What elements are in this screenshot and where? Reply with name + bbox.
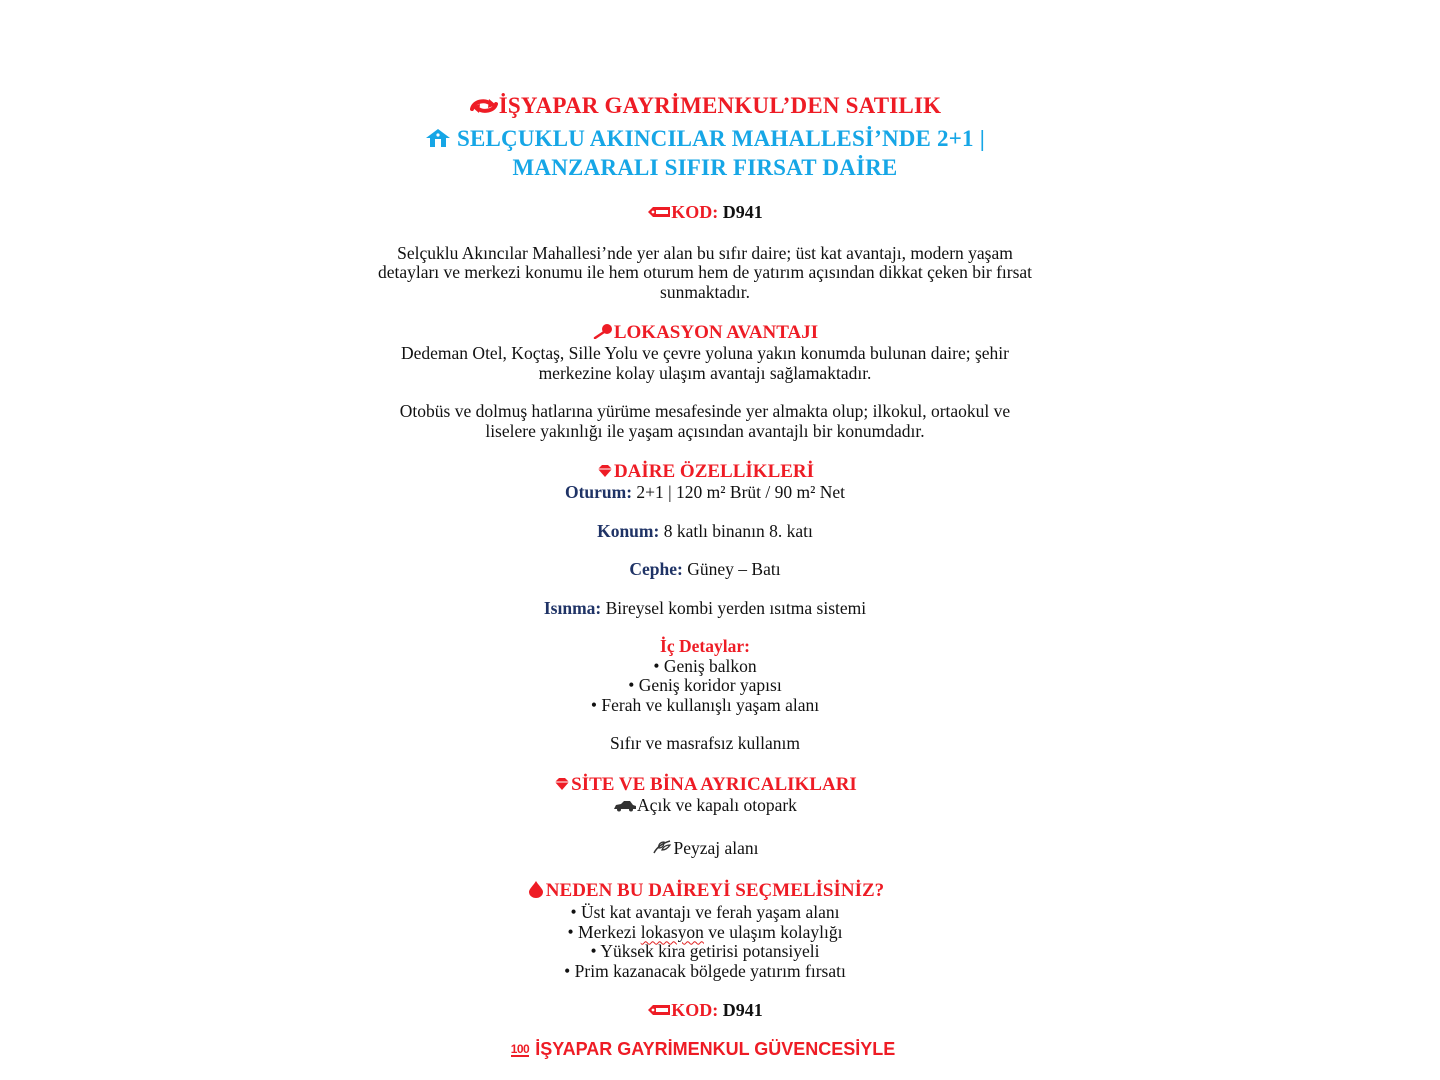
footer-guarantee <box>0 1039 1406 1060</box>
interior-item: • Geniş koridor yapısı <box>628 675 782 696</box>
why-item: • Yüksek kira getirisi potansiyeli <box>590 941 820 962</box>
code-value: D941 <box>722 201 763 222</box>
location-p1-line-1: Dedeman Otel, Koçtaş, Sille Yolu ve çevre yoluna yakın konumda bulunan daire; şehir <box>401 343 1009 364</box>
intro-line-2: detayları ve merkezi konumu ile hem oturum hem de yatırım açısından dikkat çeken bir fırsat <box>377 262 1033 283</box>
intro-line-1: Selçuklu Akıncılar Mahallesi’nde yer alan bu sıfır daire; üst kat avantajı, modern yaşam <box>397 242 1013 263</box>
location-heading <box>280 322 1130 344</box>
feature-isinma-value: Bireysel kombi yerden ısıtma sistemi <box>605 597 867 618</box>
site-landscape <box>280 839 1130 860</box>
car-icon <box>613 797 637 817</box>
feature-oturum-value: 2+1 | 120 m² Brüt / 90 m² Net <box>636 482 846 503</box>
why-item <box>280 923 1130 943</box>
price-tag-icon <box>647 204 671 224</box>
features-heading-text: DAİRE ÖZELLİKLERİ <box>613 461 815 483</box>
feature-oturum <box>280 483 1130 503</box>
code-line-top <box>280 203 1130 224</box>
footer-text: İŞYAPAR GAYRİMENKUL GÜVENCESİYLE <box>535 1039 896 1059</box>
diamond-icon <box>596 462 614 483</box>
feature-isinma-label: Isınma: <box>543 597 602 618</box>
price-tag-icon <box>647 1002 671 1022</box>
interior-item: • Geniş balkon <box>653 655 757 676</box>
title-line-3: MANZARALI SIFIR FIRSAT DAİRE <box>512 154 898 180</box>
title-line-1 <box>280 92 1130 122</box>
house-icon <box>425 127 451 154</box>
code-label: KOD: <box>671 1000 719 1021</box>
why-item: • Üst kat avantajı ve ferah yaşam alanı <box>570 902 840 923</box>
location-p1-line-2: merkezine kolay ulaşım avantajı sağlamaktadır. <box>538 362 872 383</box>
site-parking-text: Açık ve kapalı otopark <box>637 794 797 815</box>
code-line-bottom <box>280 1001 1130 1022</box>
hundred-points-icon: 100 <box>510 1042 530 1056</box>
site-heading <box>280 774 1130 796</box>
title-line-2-text: SELÇUKLU AKINCILAR MAHALLESİ’NDE 2+1 | <box>456 125 985 151</box>
feature-konum-value: 8 katlı binanın 8. katı <box>663 520 813 541</box>
interior-heading: İç Detaylar: <box>660 636 750 657</box>
feature-oturum-label: Oturum: <box>564 482 633 503</box>
intro-line-3: sunmaktadır. <box>660 281 750 302</box>
why-item-2-pre: • Merkezi <box>567 921 641 942</box>
title-line-2 <box>280 125 1130 154</box>
why-item-2-post: ve ulaşım kolaylığı <box>703 921 843 942</box>
why-item: • Prim kazanacak bölgede yatırım fırsatı <box>564 960 846 981</box>
location-p2-line-1: Otobüs ve dolmuş hatlarına yürüme mesafesinde yer almakta olup; ilkokul, ortaokul ve <box>399 401 1011 422</box>
interior-note: Sıfır ve masrafsız kullanım <box>609 733 801 754</box>
site-landscape-text: Peyzaj alanı <box>673 837 759 858</box>
interior-item: • Ferah ve kullanışlı yaşam alanı <box>590 694 820 715</box>
recycle-arrows-icon <box>469 94 499 122</box>
code-label: KOD: <box>671 201 719 222</box>
features-heading <box>280 461 1130 483</box>
title-line-1-text: İŞYAPAR GAYRİMENKUL’DEN SATILIK <box>498 93 942 118</box>
why-heading <box>280 880 1130 903</box>
feature-isinma <box>280 599 1130 619</box>
spelling-flag: lokasyon <box>640 921 704 942</box>
location-heading-text: LOKASYON AVANTAJI <box>613 322 819 344</box>
site-heading-text: SİTE VE BİNA AYRICALIKLARI <box>571 773 857 795</box>
feature-cephe-value: Güney – Batı <box>687 559 781 580</box>
code-value: D941 <box>722 1000 763 1021</box>
feature-konum-label: Konum: <box>597 520 660 541</box>
feature-cephe-label: Cephe: <box>629 559 683 580</box>
leaf-icon <box>651 839 673 860</box>
pin-icon <box>592 323 614 344</box>
diamond-icon <box>553 775 571 796</box>
listing-document <box>280 92 1130 1022</box>
feature-konum <box>280 522 1130 542</box>
drop-icon <box>526 880 546 903</box>
feature-cephe <box>280 560 1130 580</box>
site-parking <box>280 796 1130 817</box>
location-p2-line-2: liselere yakınlığı ile yaşam açısından avantajlı bir konumdadır. <box>485 420 925 441</box>
why-heading-text: NEDEN BU DAİREYİ SEÇMELİSİNİZ? <box>545 879 885 901</box>
